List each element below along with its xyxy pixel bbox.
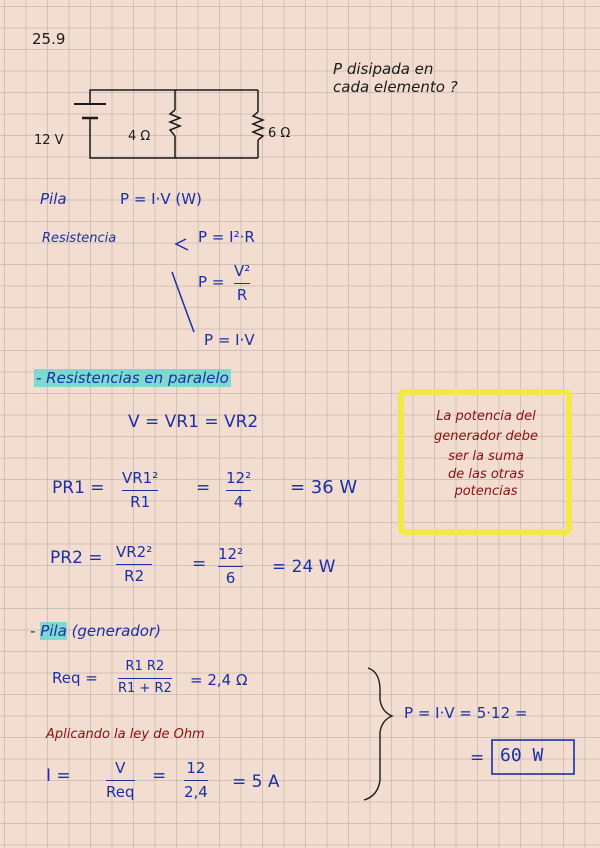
fraction-bar bbox=[118, 678, 172, 679]
pr1-num: VR1² bbox=[122, 469, 159, 487]
formula-p-v2r-num: V² bbox=[234, 262, 251, 280]
fraction-bar bbox=[184, 780, 208, 781]
resistencia-label: Resistencia bbox=[42, 231, 117, 246]
pr1-den-2: 4 bbox=[233, 493, 244, 512]
formula-p-v2r-fraction bbox=[234, 263, 250, 305]
circuit-diagram bbox=[74, 90, 263, 158]
fraction-bar bbox=[226, 490, 251, 491]
req-den: R1 + R2 bbox=[118, 680, 172, 696]
circuit-r2-label: 6 Ω bbox=[268, 126, 291, 141]
pr1-den: R1 bbox=[130, 493, 151, 512]
pr1-result: = 36 W bbox=[290, 477, 358, 498]
i-num: V bbox=[115, 759, 126, 777]
note-line-5: potencias bbox=[454, 484, 518, 499]
note-line-3: ser la suma bbox=[448, 449, 524, 464]
branch-chevron bbox=[176, 239, 188, 250]
formula-p-v2r-den: R bbox=[236, 286, 248, 305]
pr2-den-2: 6 bbox=[225, 569, 236, 588]
formula-p-i2r: P = I²·R bbox=[198, 228, 255, 246]
grouping-brace bbox=[364, 668, 392, 800]
pr2-fraction-2 bbox=[218, 546, 243, 588]
ohm-law-label: Aplicando la ley de Ohm bbox=[46, 727, 205, 742]
pr1-num-2: 12² bbox=[226, 469, 252, 487]
problem-number: 25.9 bbox=[32, 30, 66, 48]
generator-heading-rest: (generador) bbox=[71, 622, 161, 640]
parallel-heading bbox=[34, 371, 231, 386]
req-label: Req = bbox=[52, 669, 98, 687]
formula-p-v2r-lhs: P = bbox=[198, 273, 225, 291]
req-num: R1 R2 bbox=[125, 659, 165, 674]
req-result: = 2,4 Ω bbox=[190, 671, 248, 689]
final-equals: = bbox=[470, 748, 485, 768]
pr1-eq: = bbox=[196, 478, 211, 498]
note-line-4: de las otras bbox=[447, 467, 524, 482]
pr2-fraction bbox=[116, 544, 152, 586]
parallel-heading-text: - Resistencias en paralelo bbox=[36, 369, 229, 387]
pila-label: Pila bbox=[40, 190, 67, 208]
i-den: Req bbox=[106, 783, 135, 802]
formula-p-iv: P = I·V bbox=[204, 331, 255, 349]
fraction-bar bbox=[234, 283, 250, 284]
pr2-num-2: 12² bbox=[218, 545, 244, 563]
i-result: = 5 A bbox=[232, 772, 280, 792]
final-answer: 60 W bbox=[500, 745, 544, 766]
generator-power-eq: P = I·V = 5·12 = bbox=[404, 704, 528, 722]
circuit-voltage-label: 12 V bbox=[34, 133, 64, 148]
fraction-bar bbox=[116, 564, 152, 565]
i-den-2: 2,4 bbox=[184, 783, 208, 802]
parallel-voltage-eq: V = VR1 = VR2 bbox=[128, 412, 259, 432]
resistor-4ohm bbox=[170, 110, 180, 136]
generator-heading-pila: Pila bbox=[40, 622, 67, 640]
branch-line bbox=[172, 272, 194, 332]
req-fraction bbox=[118, 660, 172, 697]
pr2-label: PR2 = bbox=[50, 548, 103, 568]
question-line-1: P disipada en bbox=[333, 60, 434, 78]
resistencia-branches bbox=[172, 239, 194, 332]
fraction-bar bbox=[218, 566, 243, 567]
pila-formula: P = I·V (W) bbox=[120, 190, 202, 208]
fraction-bar bbox=[106, 780, 135, 781]
pr2-den: R2 bbox=[124, 567, 145, 586]
question-line-2: cada elemento ? bbox=[333, 78, 458, 96]
pr1-fraction-2 bbox=[226, 470, 251, 512]
resistor-6ohm bbox=[253, 112, 263, 140]
pr2-result: = 24 W bbox=[272, 557, 336, 577]
fraction-bar bbox=[122, 490, 158, 491]
generator-heading-dash: - bbox=[30, 622, 36, 640]
i-fraction-2 bbox=[184, 760, 208, 802]
pr1-fraction bbox=[122, 470, 158, 512]
pr2-eq: = bbox=[192, 554, 207, 574]
i-fraction bbox=[106, 760, 135, 802]
note-line-2: generador debe bbox=[434, 429, 538, 444]
generator-heading bbox=[30, 624, 161, 639]
note-line-1: La potencia del bbox=[436, 409, 536, 424]
pr2-num: VR2² bbox=[116, 543, 153, 561]
i-eq: = bbox=[152, 766, 167, 786]
i-label: I = bbox=[46, 766, 71, 786]
top-wire bbox=[90, 90, 258, 104]
circuit-r1-label: 4 Ω bbox=[128, 129, 151, 144]
pr1-label: PR1 = bbox=[52, 478, 105, 498]
i-num-2: 12 bbox=[186, 759, 206, 777]
